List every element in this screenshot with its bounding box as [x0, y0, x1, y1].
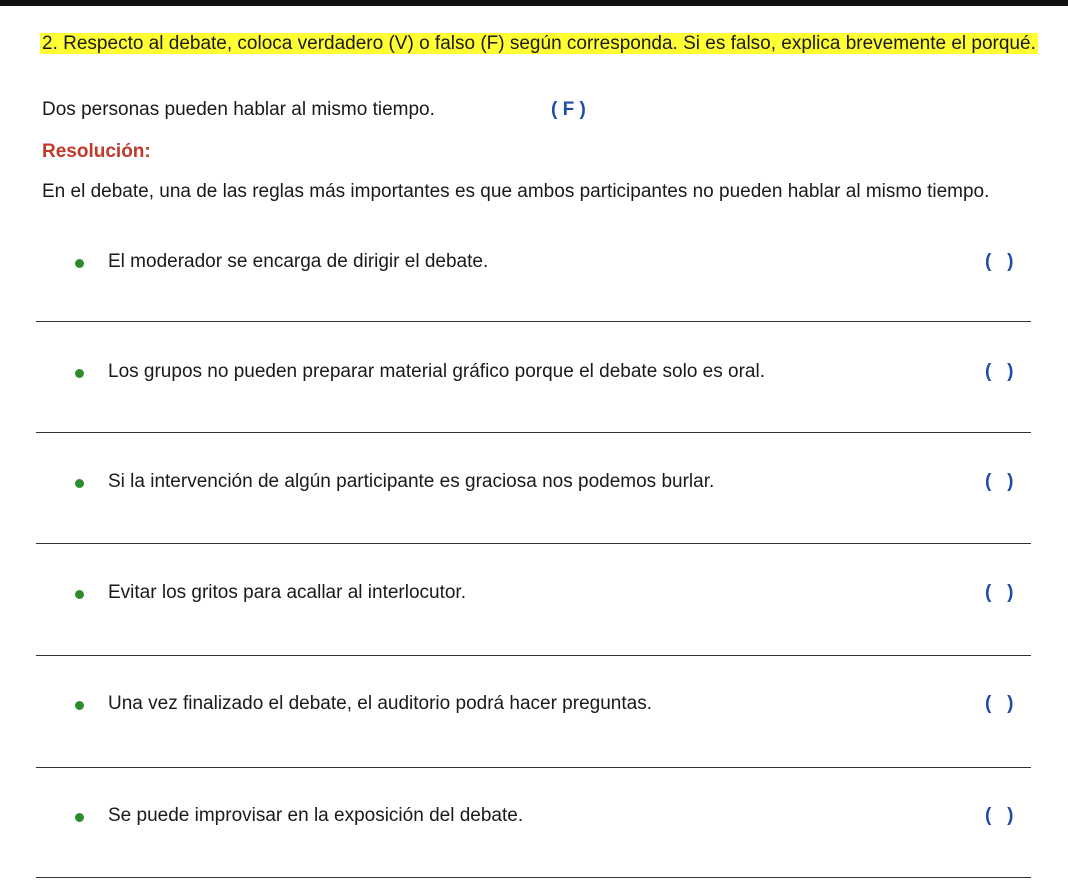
question-text: Respecto al debate, coloca verdadero (V) o falso (F) según corresponda. Si es falso, explica brevemente el porqué.: [63, 33, 1036, 54]
answer-line[interactable]: [36, 877, 1031, 878]
list-item: [0, 469, 1068, 499]
list-item: [0, 691, 1068, 721]
answer-line[interactable]: [36, 543, 1031, 544]
item-statement: Si la intervención de algún participante es graciosa nos podemos burlar.: [108, 471, 715, 492]
answer-line[interactable]: [36, 432, 1031, 433]
answer-field[interactable]: ( ): [985, 361, 1014, 382]
bullet-icon: [75, 479, 84, 488]
bullet-icon: [75, 701, 84, 710]
bullet-icon: [75, 259, 84, 268]
resolution-heading: Resolución:: [42, 141, 151, 162]
example-answer: ( F ): [551, 99, 586, 120]
item-statement: Los grupos no pueden preparar material gráfico porque el debate solo es oral.: [108, 361, 765, 382]
resolution-text: En el debate, una de las reglas más importantes es que ambos participantes no pueden hablar al mismo tiempo.: [42, 181, 990, 202]
top-border: [0, 0, 1068, 6]
list-item: [0, 249, 1068, 279]
answer-line[interactable]: [36, 655, 1031, 656]
item-statement: Se puede improvisar en la exposición del debate.: [108, 805, 524, 826]
question-number: 2.: [42, 33, 58, 54]
answer-field[interactable]: ( ): [985, 471, 1014, 492]
answer-field[interactable]: ( ): [985, 805, 1014, 826]
item-statement: Evitar los gritos para acallar al interlocutor.: [108, 582, 466, 603]
bullet-icon: [75, 590, 84, 599]
list-item: [0, 359, 1068, 389]
answer-field[interactable]: ( ): [985, 693, 1014, 714]
answer-field[interactable]: ( ): [985, 582, 1014, 603]
list-item: [0, 580, 1068, 610]
bullet-icon: [75, 813, 84, 822]
example-statement: Dos personas pueden hablar al mismo tiempo.: [42, 99, 435, 120]
question-title: [40, 30, 1040, 57]
item-statement: El moderador se encarga de dirigir el debate.: [108, 251, 489, 272]
answer-field[interactable]: ( ): [985, 251, 1014, 272]
bullet-icon: [75, 369, 84, 378]
question-highlight: [40, 33, 1038, 54]
answer-line[interactable]: [36, 767, 1031, 768]
item-statement: Una vez finalizado el debate, el auditorio podrá hacer preguntas.: [108, 693, 652, 714]
list-item: [0, 803, 1068, 833]
answer-line[interactable]: [36, 321, 1031, 322]
